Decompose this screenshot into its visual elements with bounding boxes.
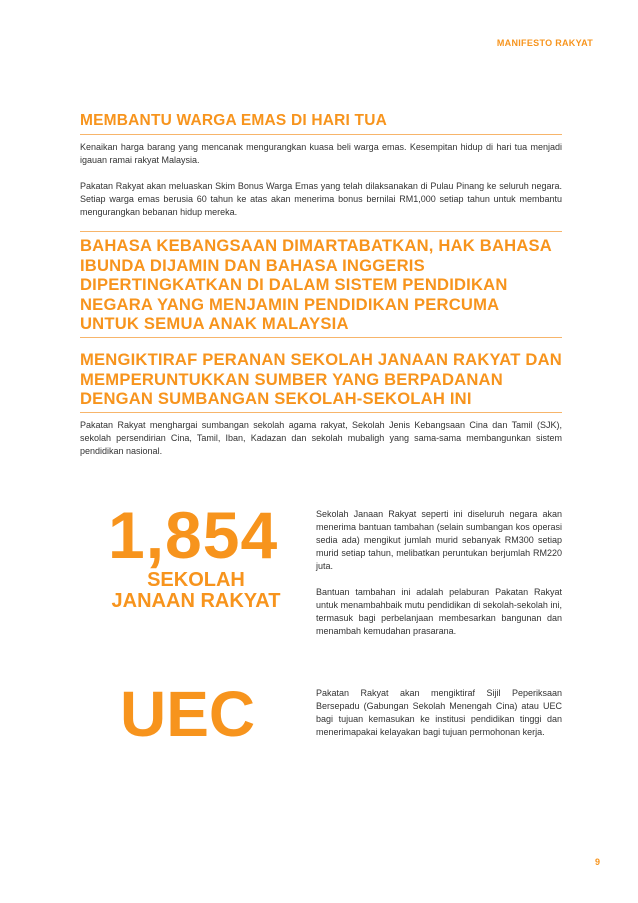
- paragraph: Pakatan Rakyat akan meluaskan Skim Bonus Warga Emas yang telah dilaksanakan di Pulau Pinang ke seluruh negara. Setiap warga emas berusia 60 tahun ke atas akan menerima bonus bernilai RM1,000 setiap tahun untuk membantu mengurangkan bebanan hidup mereka.: [80, 181, 562, 217]
- section-bahasa: [80, 231, 562, 338]
- paragraph: Pakatan Rakyat menghargai sumbangan sekolah agama rakyat, Sekolah Jenis Kebangsaan Cina dan Tamil (SJK), sekolah persendirian Cina, Tamil, Iban, Kadazan dan sekolah mubaligh yang sama-sama membangunkan sistem pendidikan nasional.: [80, 419, 562, 456]
- paragraph: Pakatan Rakyat akan mengiktiraf Sijil Peperiksaan Bersepadu (Gabungan Sekolah Menengah Cina) atau UEC bagi tujuan kemasukan ke institusi pendidikan tinggi dan menerimapakai kelayakan bagi tujuan permohonan kerja.: [316, 688, 562, 737]
- stat-sekolah-janaan: [80, 497, 562, 657]
- section-sekolah-janaan-rakyat: [80, 350, 562, 458]
- page-number: 9: [594, 857, 600, 867]
- stat-description: [316, 508, 562, 638]
- paragraph: Bantuan tambahan ini adalah pelaburan Pakatan Rakyat untuk menambahbaik mutu pendidikan di sekolah-sekolah ini, termasuk bagi perbelanjaan membesarkan bangunan dan menambah kemudahan prasarana.: [316, 587, 562, 636]
- section-title: MENGIKTIRAF PERANAN SEKOLAH JANAAN RAKYAT DAN MEMPERUNTUKKAN SUMBER YANG BERPADANAN DENGAN SUMBANGAN SEKOLAH-SEKOLAH INI: [80, 350, 562, 413]
- section-title: MEMBANTU WARGA EMAS DI HARI TUA: [80, 112, 562, 135]
- stat-number: 1,854: [108, 498, 279, 572]
- paragraph: Sekolah Janaan Rakyat seperti ini diseluruh negara akan menerima bantuan tambahan (selain sumbangan kos operasi sedia ada) mengikut jumlah murid sebanyak RM300 setiap murid setiap tahun, melibatkan peruntukan berjumlah RM220 juta.: [316, 509, 562, 571]
- section-warga-emas: [80, 112, 562, 219]
- section-title: BAHASA KEBANGSAAN DIMARTABATKAN, HAK BAHASA IBUNDA DIJAMIN DAN BAHASA INGGERIS DIPERTINGKATKAN DI DALAM SISTEM PENDIDIKAN NEGARA YANG MENJAMIN PENDIDIKAN PERCUMA UNTUK SEMUA ANAK MALAYSIA: [80, 231, 562, 338]
- stat-number: UEC: [120, 678, 256, 750]
- stat-uec: [80, 677, 562, 767]
- paragraph: Kenaikan harga barang yang mencanak mengurangkan kuasa beli warga emas. Kesempitan hidup di hari tua menjadi igauan ramai rakyat Malaysia.: [80, 142, 562, 165]
- header-label: MANIFESTO RAKYAT: [496, 38, 593, 48]
- stat-label-line1: SEKOLAH: [147, 569, 245, 591]
- stat-label-line2: JANAAN RAKYAT: [111, 590, 281, 612]
- stat-description: [316, 687, 562, 739]
